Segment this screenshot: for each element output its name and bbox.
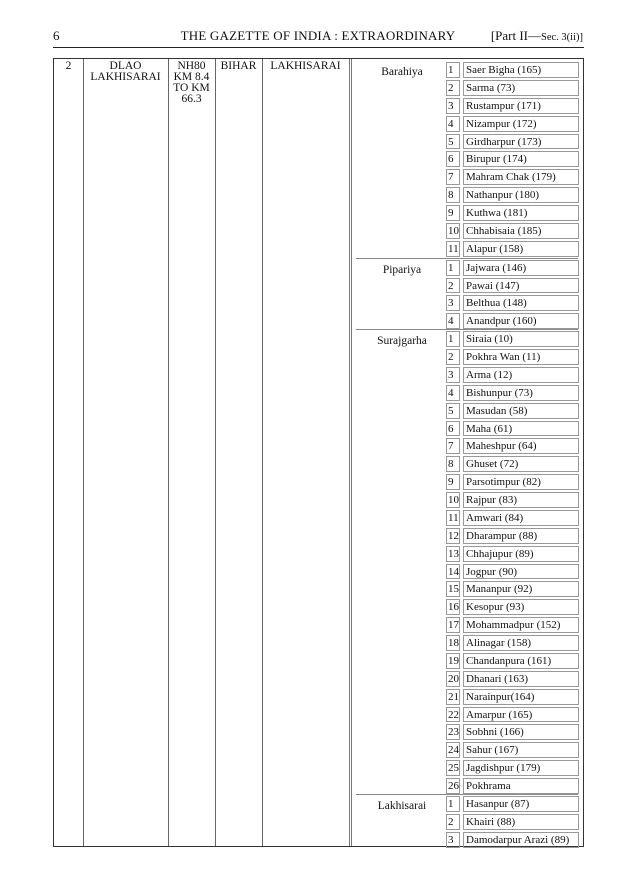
village-row (446, 150, 578, 168)
village-number: 10 (448, 494, 459, 507)
column-divider (83, 59, 84, 846)
village-row (446, 168, 578, 186)
page-number: 6 (53, 28, 60, 43)
header-rule (53, 47, 584, 48)
tehsil-name: Lakhisarai (377, 800, 427, 813)
authority-line: DLAO (109, 60, 142, 72)
village-name: Arma (12) (463, 367, 579, 383)
page-header (53, 28, 583, 48)
village-number: 25 (448, 762, 459, 775)
village-row (446, 813, 578, 831)
village-row (446, 652, 578, 670)
village-name: Mananpur (92) (463, 581, 579, 597)
highway-line: 66.3 (181, 93, 202, 105)
village-row (446, 545, 578, 563)
village-row (446, 509, 578, 527)
village-name: Parsotimpur (82) (463, 474, 579, 490)
village-number: 8 (446, 456, 460, 472)
village-list (446, 795, 578, 849)
village-name: Kuthwa (181) (463, 205, 579, 221)
district-cell: LAKHISARAI (270, 60, 341, 72)
village-row (446, 580, 578, 598)
highway-line: KM 8.4 (173, 71, 210, 83)
village-list (446, 61, 578, 258)
village-name: Birupur (174) (463, 151, 579, 167)
village-number: 2 (446, 349, 460, 365)
village-row (446, 186, 578, 204)
village-name: Masudan (58) (463, 403, 579, 419)
village-row (446, 437, 578, 455)
tehsil-group (356, 329, 578, 794)
village-name: Maheshpur (64) (463, 438, 579, 454)
village-name: Belthua (148) (463, 295, 579, 311)
village-name: Pokhrama (463, 778, 579, 794)
village-number: 7 (446, 169, 460, 185)
highway-cell (168, 61, 215, 105)
village-row (446, 402, 578, 420)
village-row (446, 97, 578, 115)
village-name: Chhabisaia (185) (463, 223, 579, 239)
village-row (446, 616, 578, 634)
village-number: 12 (448, 529, 459, 542)
village-name: Jajwara (146) (463, 260, 579, 276)
village-name: Chhajupur (89) (463, 546, 579, 562)
village-number: 3 (446, 367, 460, 383)
village-name: Pawai (147) (463, 278, 579, 294)
tehsil-name: Pipariya (382, 263, 422, 276)
section-label: Sec. 3(ii)] (541, 32, 583, 43)
village-name: Sobhni (166) (463, 724, 579, 740)
village-name: Dharampur (88) (463, 528, 579, 544)
village-row (446, 598, 578, 616)
village-number: 3 (446, 98, 460, 114)
village-number: 1 (446, 331, 460, 347)
tehsil-name: Barahiya (381, 66, 423, 78)
village-number: 19 (448, 654, 459, 667)
village-number: 5 (446, 403, 460, 419)
village-name: Alinagar (158) (463, 635, 579, 651)
tehsil-group (356, 794, 578, 848)
village-number: 6 (446, 151, 460, 167)
village-name: Hasanpur (87) (463, 796, 579, 812)
village-number: 9 (446, 474, 460, 490)
village-name: Rajpur (83) (463, 492, 579, 508)
village-number: 9 (446, 205, 460, 221)
village-number: 2 (446, 814, 460, 830)
highway-line: NH80 (177, 60, 206, 72)
column-divider (168, 59, 169, 846)
village-number: 24 (448, 744, 459, 757)
village-row (446, 688, 578, 706)
village-number: 7 (446, 438, 460, 454)
village-number: 22 (448, 708, 459, 721)
village-number: 6 (446, 421, 460, 437)
village-list (446, 259, 578, 331)
village-row (446, 527, 578, 545)
village-name: Sahur (167) (463, 742, 579, 758)
village-row (446, 455, 578, 473)
authority-cell (83, 61, 168, 83)
village-row (446, 563, 578, 581)
village-row (446, 634, 578, 652)
tehsil-name: Surajgarha (377, 335, 427, 348)
village-name: Alapur (158) (463, 241, 579, 257)
village-row (446, 61, 578, 79)
acquisition-table (53, 58, 584, 847)
village-row (446, 670, 578, 688)
village-name: Bishunpur (73) (463, 385, 579, 401)
village-name: Jagdishpur (179) (463, 760, 579, 776)
gazette-title: THE GAZETTE OF INDIA : EXTRAORDINARY (180, 28, 456, 43)
village-row (446, 706, 578, 724)
village-name: Maha (61) (463, 421, 579, 437)
village-number: 1 (446, 62, 460, 78)
village-number: 4 (446, 385, 460, 401)
authority-line: LAKHISARAI (90, 71, 161, 83)
village-number: 15 (448, 583, 459, 596)
village-number: 5 (446, 134, 460, 150)
village-row (446, 759, 578, 777)
village-name: Pokhra Wan (11) (463, 349, 579, 365)
village-row (446, 473, 578, 491)
village-number: 4 (446, 313, 460, 329)
village-number: 21 (448, 690, 459, 703)
part-prefix: [Part II— (490, 28, 541, 43)
village-number: 2 (446, 278, 460, 294)
village-row (446, 312, 578, 330)
village-number: 26 (448, 780, 459, 793)
village-row (446, 795, 578, 813)
village-name: Amarpur (165) (463, 707, 579, 723)
village-row (446, 348, 578, 366)
village-number: 1 (446, 260, 460, 276)
village-row (446, 79, 578, 97)
village-name: Nizampur (172) (463, 116, 579, 132)
village-number: 11 (448, 242, 459, 255)
village-number: 18 (448, 637, 459, 650)
village-row (446, 491, 578, 509)
village-number: 4 (446, 116, 460, 132)
village-row (446, 277, 578, 295)
village-number: 14 (448, 565, 459, 578)
village-name: Jogpur (90) (463, 564, 579, 580)
village-row (446, 366, 578, 384)
village-name: Mohammadpur (152) (463, 617, 579, 633)
village-number: 13 (448, 547, 459, 560)
village-name: Sarma (73) (463, 80, 579, 96)
village-name: Girdharpur (173) (463, 134, 579, 150)
village-name: Saer Bigha (165) (463, 62, 579, 78)
village-name: Rustampur (171) (463, 98, 579, 114)
village-row (446, 723, 578, 741)
village-row (446, 831, 578, 849)
village-name: Anandpur (160) (463, 313, 579, 329)
village-number: 20 (448, 672, 459, 685)
state-cell: BIHAR (220, 60, 257, 72)
village-number: 23 (448, 726, 459, 739)
village-number: 17 (448, 619, 459, 632)
village-row (446, 330, 578, 348)
village-row (446, 115, 578, 133)
village-number: 2 (446, 80, 460, 96)
village-number: 3 (446, 295, 460, 311)
village-number: 16 (448, 601, 459, 614)
village-row (446, 420, 578, 438)
village-name: Damodarpur Arazi (89) (463, 832, 579, 848)
village-name: Khairi (88) (463, 814, 579, 830)
village-row (446, 259, 578, 277)
village-list (446, 330, 578, 795)
village-name: Kesopur (93) (463, 599, 579, 615)
village-row (446, 204, 578, 222)
column-divider (262, 59, 263, 846)
village-name: Narainpur(164) (463, 689, 579, 705)
highway-line: TO KM (173, 82, 210, 94)
village-name: Amwari (84) (463, 510, 579, 526)
village-number: 1 (446, 796, 460, 812)
village-number: 10 (448, 224, 459, 237)
village-name: Mahram Chak (179) (463, 169, 579, 185)
village-row (446, 384, 578, 402)
column-divider (215, 59, 216, 846)
village-row (446, 777, 578, 795)
part-section (491, 28, 583, 44)
village-name: Nathanpur (180) (463, 187, 579, 203)
village-row (446, 222, 578, 240)
village-row (446, 133, 578, 151)
village-row (446, 741, 578, 759)
village-name: Dhanari (163) (463, 671, 579, 687)
village-name: Siraia (10) (463, 331, 579, 347)
tehsil-group (356, 258, 578, 330)
village-number: 3 (446, 832, 460, 848)
village-row (446, 240, 578, 258)
village-name: Chandanpura (161) (463, 653, 579, 669)
village-name: Ghuset (72) (463, 456, 579, 472)
tehsil-group (356, 61, 578, 258)
tehsil-groups (356, 61, 578, 848)
serial-number: 2 (65, 60, 72, 72)
village-number: 11 (448, 511, 459, 524)
column-divider (349, 59, 352, 846)
village-number: 8 (446, 187, 460, 203)
village-row (446, 294, 578, 312)
